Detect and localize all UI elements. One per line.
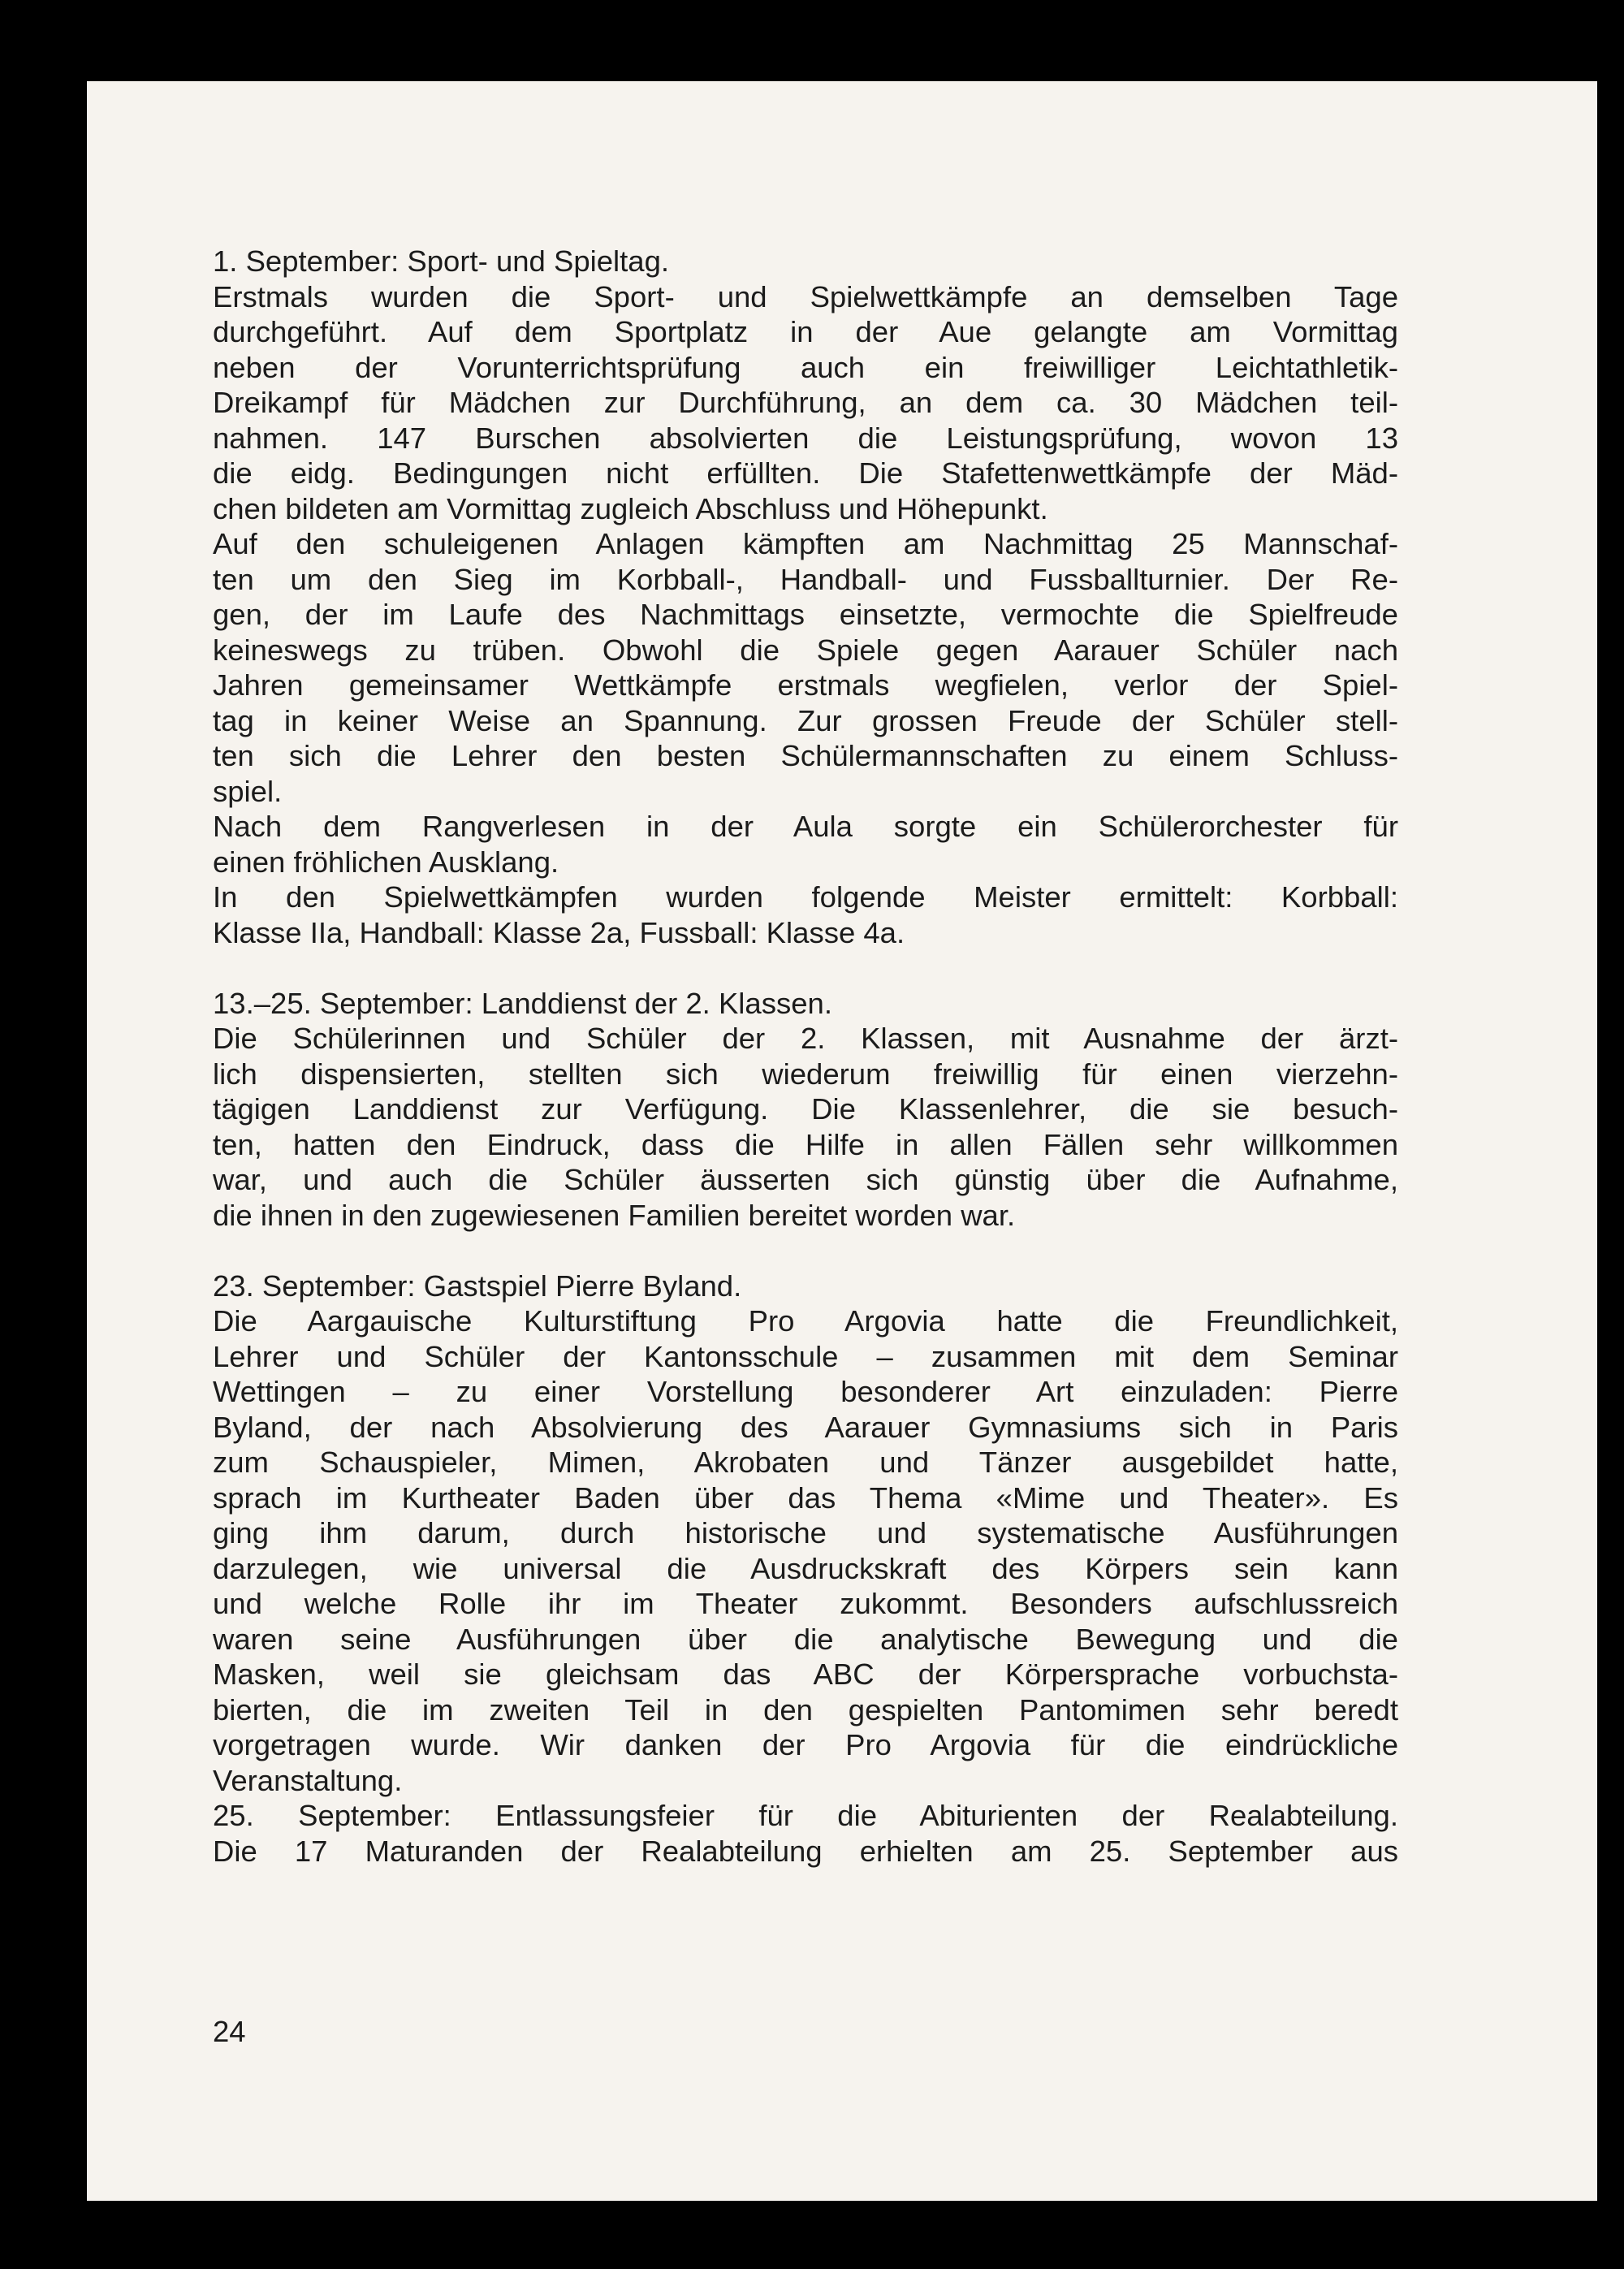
text-line: lich dispensierten, stellten sich wiederum freiwillig für einen vierzehn- (213, 1057, 1398, 1091)
text-line: Dreikampf für Mädchen zur Durchführung, an dem ca. 30 Mädchen teil- (213, 386, 1398, 419)
text-line: war, und auch die Schüler äusserten sich günstig über die Aufnahme, (213, 1163, 1398, 1196)
document-page (87, 81, 1597, 2201)
section-sporttag (213, 244, 1398, 950)
text-line: ten um den Sieg im Korbball-, Handball- und Fussballturnier. Der Re- (213, 562, 1398, 596)
text-line: In den Spielwettkämpfen wurden folgende Meister ermittelt: Korbball: (213, 880, 1398, 914)
text-line: sprach im Kurtheater Baden über das Thema «Mime und Theater». Es (213, 1480, 1398, 1515)
text-line: Jahren gemeinsamer Wettkämpfe erstmals wegfielen, verlor der Spiel- (213, 668, 1398, 702)
text-line: bierten, die im zweiten Teil in den gespielten Pantomimen sehr beredt (213, 1692, 1398, 1727)
section-landdienst (213, 986, 1398, 1234)
text-line: Die Aargauische Kulturstiftung Pro Argovia hatte die Freundlichkeit, (213, 1304, 1398, 1338)
text-line: die eidg. Bedingungen nicht erfüllten. Die Stafettenwettkämpfe der Mäd- (213, 456, 1398, 490)
text-line: vorgetragen wurde. Wir danken der Pro Argovia für die eindrückliche (213, 1728, 1398, 1761)
section-heading: 13.–25. September: Landdienst der 2. Klassen. (213, 986, 832, 1020)
page-number: 24 (213, 2015, 246, 2048)
section-gastspiel (213, 1268, 1398, 1869)
text-line: darzulegen, wie universal die Ausdruckskraft des Körpers sein kann (213, 1551, 1398, 1585)
section-gap (213, 1233, 1398, 1268)
text-line: Die 17 Maturanden der Realabteilung erhielten am 25. September aus (213, 1834, 1398, 1868)
text-line: durchgeführt. Auf dem Sportplatz in der Aue gelangte am Vormittag (213, 315, 1398, 348)
text-line: Wettingen – zu einer Vorstellung besonderer Art einzuladen: Pierre (213, 1375, 1398, 1408)
section-heading: 1. September: Sport- und Spieltag. (213, 244, 670, 278)
text-line: spiel. (213, 774, 283, 808)
text-line: waren seine Ausführungen über die analytische Bewegung und die (213, 1622, 1398, 1656)
text-line: neben der Vorunterrichtsprüfung auch ein freiwilliger Leichtathletik- (213, 350, 1398, 384)
text-line: tägigen Landdienst zur Verfügung. Die Klassenlehrer, die sie besuch- (213, 1092, 1398, 1126)
text-line: keineswegs zu trüben. Obwohl die Spiele gegen Aarauer Schüler nach (213, 633, 1398, 667)
section-heading: 23. September: Gastspiel Pierre Byland. (213, 1268, 742, 1303)
page-body (213, 244, 1398, 1869)
text-line: Veranstaltung. (213, 1763, 403, 1797)
text-line: und welche Rolle ihr im Theater zukommt. Besonders aufschlussreich (213, 1587, 1398, 1620)
text-line: die ihnen in den zugewiesenen Familien bereitet worden war. (213, 1198, 1016, 1232)
text-line: chen bildeten am Vormittag zugleich Abschluss und Höhepunkt. (213, 491, 1048, 525)
text-line: einen fröhlichen Ausklang. (213, 845, 559, 879)
text-line: gen, der im Laufe des Nachmittags einsetzte, vermochte die Spielfreude (213, 598, 1398, 631)
text-line: zum Schauspieler, Mimen, Akrobaten und Tänzer ausgebildet hatte, (213, 1446, 1398, 1479)
text-line: nahmen. 147 Burschen absolvierten die Leistungsprüfung, wovon 13 (213, 421, 1398, 455)
text-line: tag in keiner Weise an Spannung. Zur grossen Freude der Schüler stell- (213, 703, 1398, 737)
text-line: Erstmals wurden die Sport- und Spielwettkämpfe an demselben Tage (213, 279, 1398, 313)
text-line: Lehrer und Schüler der Kantonsschule – zusammen mit dem Seminar (213, 1339, 1398, 1373)
text-line: ten, hatten den Eindruck, dass die Hilfe in allen Fällen sehr willkommen (213, 1127, 1398, 1161)
text-line: Auf den schuleigenen Anlagen kämpften am Nachmittag 25 Mannschaf- (213, 527, 1398, 560)
text-line: Byland, der nach Absolvierung des Aarauer Gymnasiums sich in Paris (213, 1410, 1398, 1444)
text-line: ging ihm darum, durch historische und systematische Ausführungen (213, 1516, 1398, 1549)
text-line: Die Schülerinnen und Schüler der 2. Klassen, mit Ausnahme der ärzt- (213, 1022, 1398, 1055)
text-line: ten sich die Lehrer den besten Schülermannschaften zu einem Schluss- (213, 739, 1398, 772)
section-heading: 25. September: Entlassungsfeier für die Abiturienten der Realabteilung. (213, 1799, 1398, 1832)
text-line: Klasse IIa, Handball: Klasse 2a, Fussball: Klasse 4a. (213, 915, 905, 949)
text-line: Masken, weil sie gleichsam das ABC der Körpersprache vorbuchsta- (213, 1657, 1398, 1691)
section-gap (213, 950, 1398, 986)
text-line: Nach dem Rangverlesen in der Aula sorgte ein Schülerorchester für (213, 810, 1398, 843)
